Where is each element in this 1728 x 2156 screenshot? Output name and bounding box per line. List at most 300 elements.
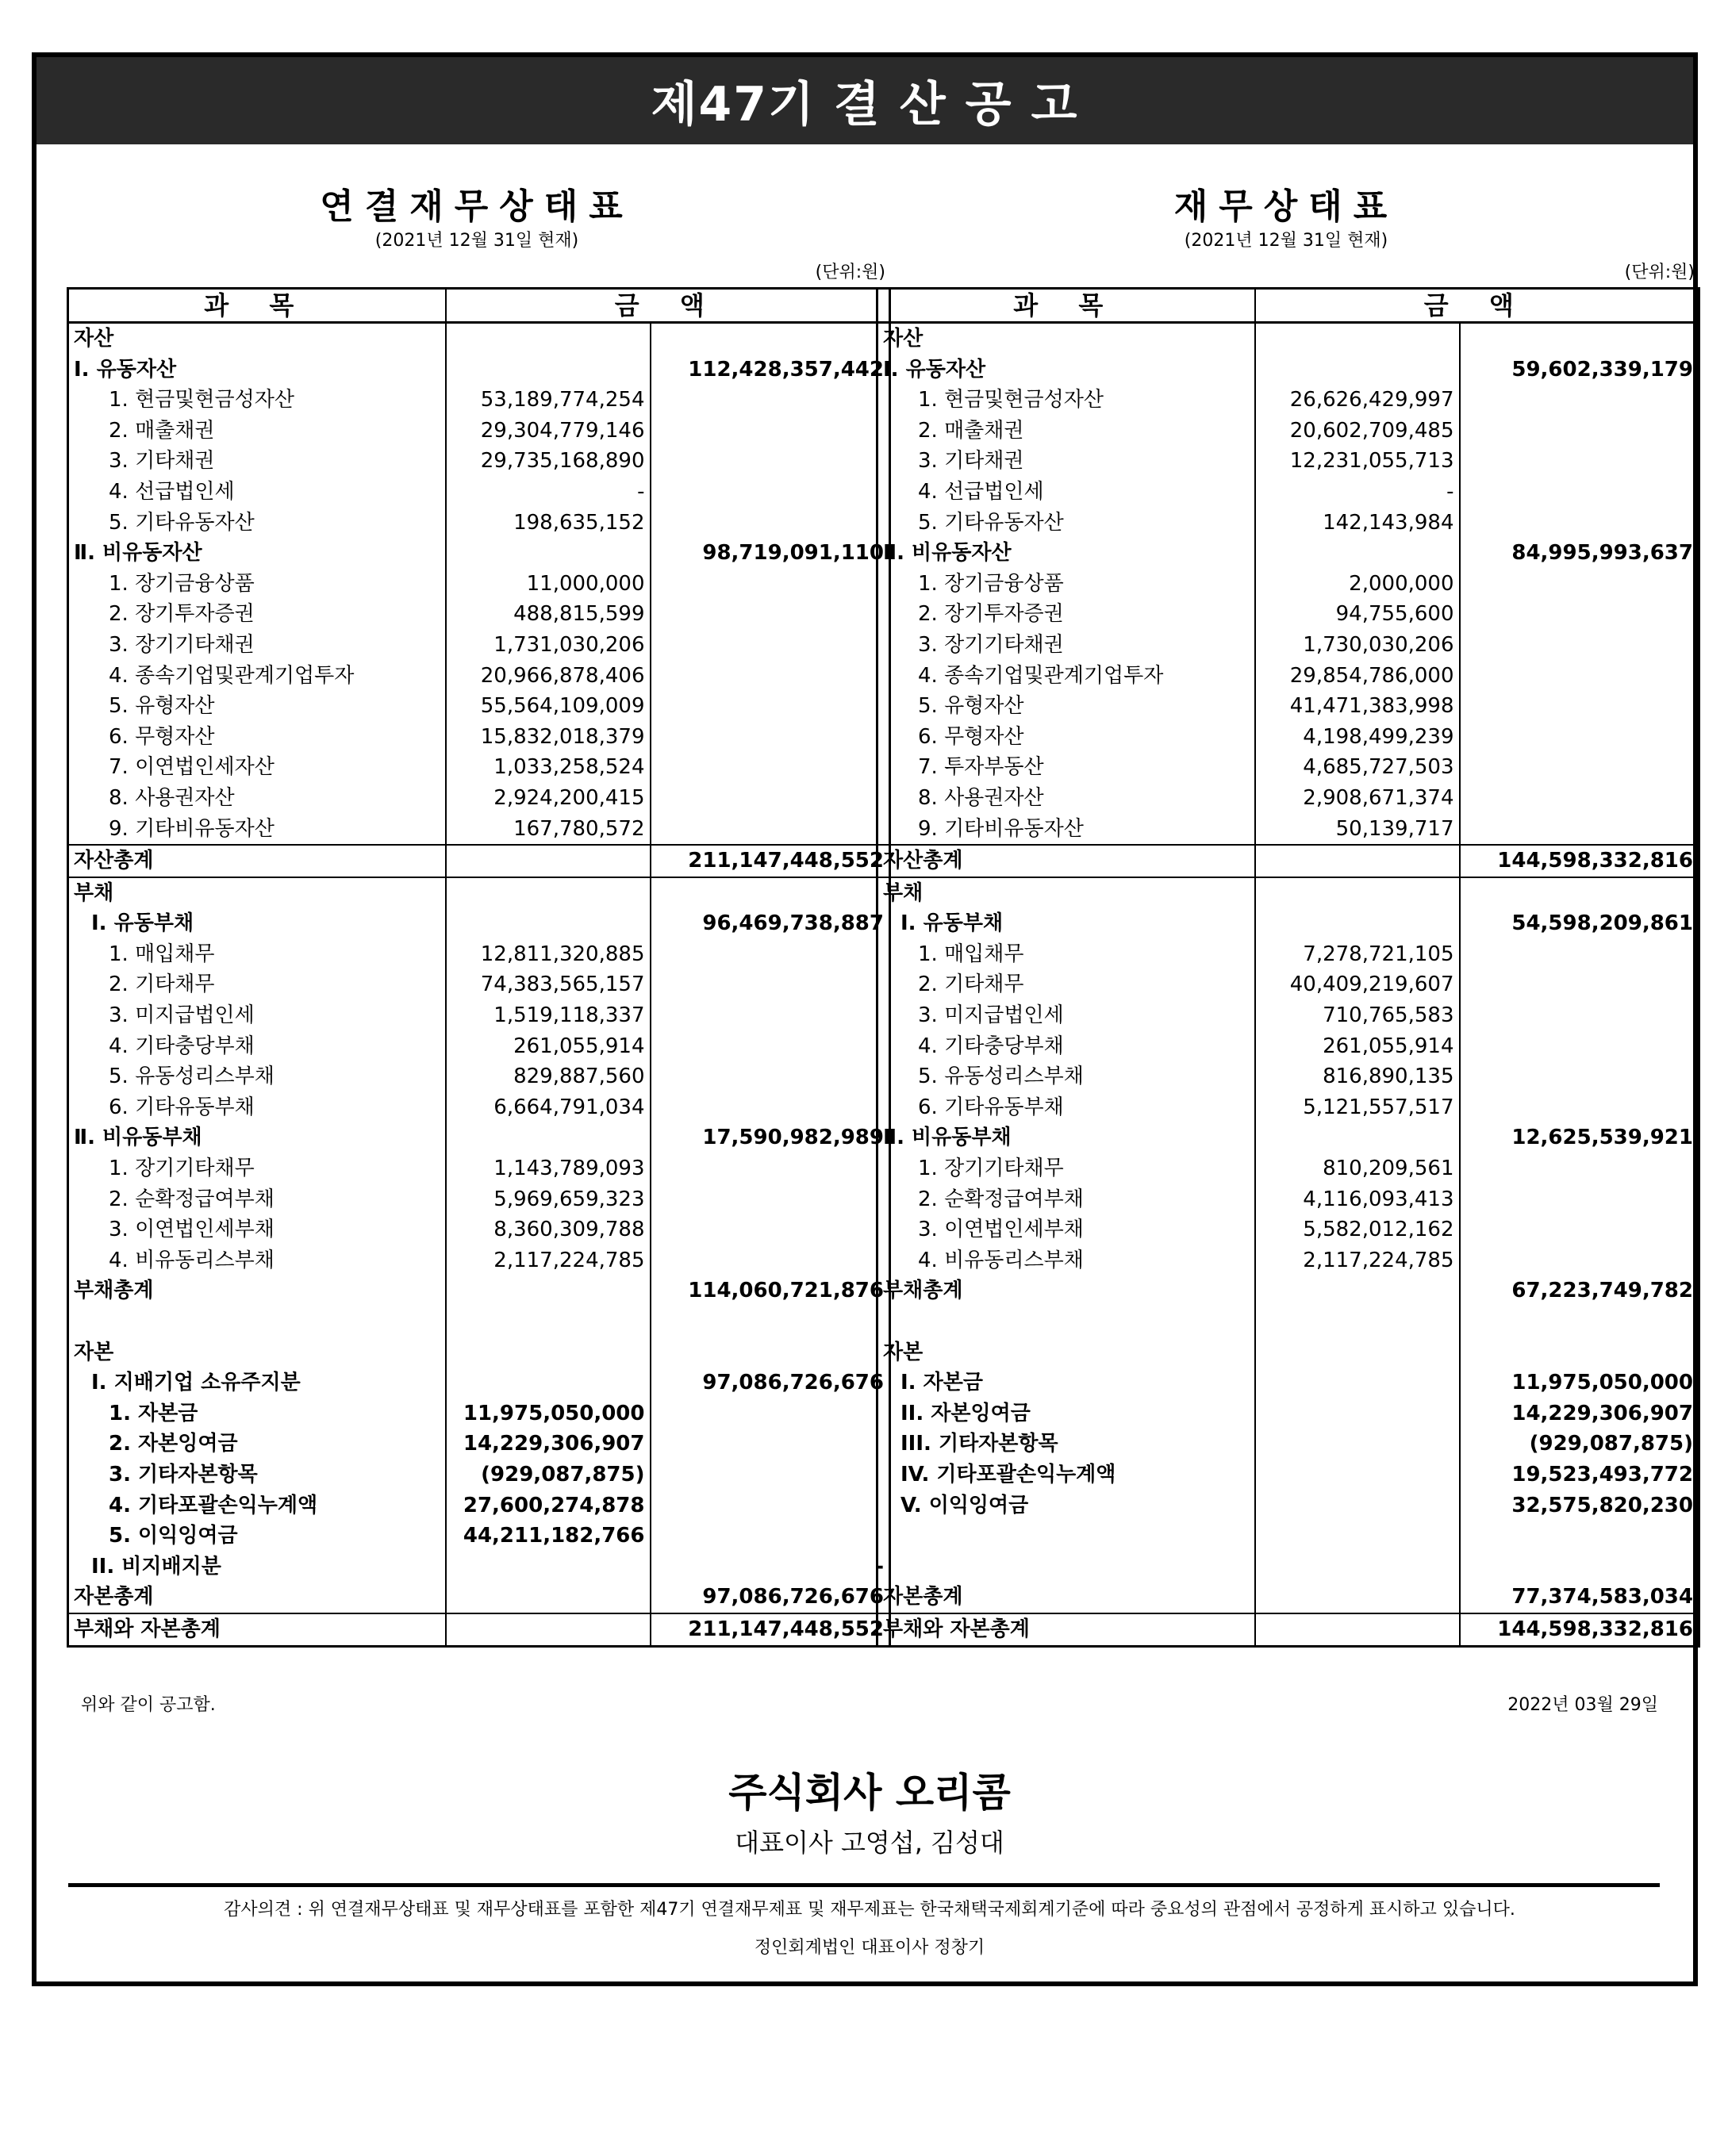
row-amount-detail: 1,519,118,337 <box>446 1000 651 1031</box>
row-amount-detail: - <box>1255 477 1460 508</box>
row-amount-total: 14,229,306,907 <box>1511 1401 1693 1425</box>
notice-text: 위와 같이 공고함. <box>81 1695 216 1715</box>
row-subject: 6. 기타유동부채 <box>877 1092 1255 1123</box>
table-row <box>877 752 1699 783</box>
table-row <box>877 1398 1699 1429</box>
row-subject: 4. 기타포괄손익누계액 <box>68 1490 446 1521</box>
row-subject: 5. 기타유동자산 <box>68 508 446 539</box>
row-amount-detail <box>446 845 651 877</box>
row-amount-total <box>1460 939 1699 970</box>
row-amount-detail: 261,055,914 <box>1255 1031 1460 1062</box>
row-subject: 자산총계 <box>68 845 446 877</box>
table-row <box>877 1460 1699 1490</box>
row-amount-total: 112,428,357,442 <box>688 357 884 382</box>
row-amount-detail: (929,087,875) <box>446 1460 651 1490</box>
row-subject: 2. 자본잉여금 <box>68 1429 446 1460</box>
table-row <box>68 1153 890 1184</box>
row-amount-total: 77,374,583,034 <box>1511 1585 1693 1609</box>
row-amount-detail: 41,471,383,998 <box>1255 691 1460 722</box>
company-name: 주식회사 오리콤 <box>728 1770 1011 1816</box>
row-subject: 3. 미지급법인세 <box>68 1000 446 1031</box>
table-row <box>68 908 890 939</box>
row-amount-total <box>651 1429 890 1460</box>
row-subject: 4. 종속기업및관계기업투자 <box>877 661 1255 692</box>
table-row <box>877 1184 1699 1215</box>
row-amount-total <box>651 752 890 783</box>
row-amount-detail <box>446 1122 651 1153</box>
row-amount-total: 12,625,539,921 <box>1511 1126 1693 1150</box>
row-amount-total <box>1460 1000 1699 1031</box>
row-amount-total <box>1460 446 1699 477</box>
row-subject: 3. 장기기타채권 <box>877 630 1255 661</box>
table-row <box>68 1276 890 1306</box>
table-row <box>877 538 1699 569</box>
row-amount-detail <box>446 877 651 909</box>
row-amount-total: 59,602,339,179 <box>1511 357 1693 382</box>
row-amount-total: 211,147,448,552 <box>651 845 890 877</box>
row-amount-detail: 20,966,878,406 <box>446 661 651 692</box>
row-amount-total <box>651 385 890 416</box>
row-amount-detail: 5,121,557,517 <box>1255 1092 1460 1123</box>
table-row <box>877 1306 1699 1337</box>
row-amount-total <box>651 446 890 477</box>
table-row <box>877 1031 1699 1062</box>
right-unit-label: (단위:원) <box>1624 263 1695 282</box>
row-subject: 2. 순확정급여부채 <box>68 1184 446 1215</box>
row-amount-total <box>1460 1337 1699 1368</box>
row-amount-detail <box>1255 538 1460 569</box>
table-row <box>877 477 1699 508</box>
header-subject: 과 목 <box>68 289 446 323</box>
table-row <box>68 569 890 600</box>
row-subject: 9. 기타비유동자산 <box>877 814 1255 846</box>
row-amount-detail: 2,000,000 <box>1255 569 1460 600</box>
row-amount-detail: 5,582,012,162 <box>1255 1214 1460 1245</box>
consolidated-balance-sheet-table <box>67 287 891 1648</box>
row-amount-total <box>1460 1552 1699 1582</box>
row-amount-total: 54,598,209,861 <box>1511 911 1693 936</box>
table-row <box>877 1122 1699 1153</box>
header-amount: 금 액 <box>446 289 890 323</box>
row-amount-detail <box>1255 1490 1460 1521</box>
row-amount-detail <box>1255 1122 1460 1153</box>
table-row <box>877 508 1699 539</box>
table-row <box>877 908 1699 939</box>
row-subject: 3. 이연법인세부채 <box>68 1214 446 1245</box>
row-amount-detail <box>1255 1306 1460 1337</box>
table-row <box>877 1337 1699 1368</box>
left-unit-label: (단위:원) <box>815 263 885 282</box>
row-amount-total <box>651 477 890 508</box>
row-amount-detail: 1,033,258,524 <box>446 752 651 783</box>
table-row <box>877 569 1699 600</box>
row-subject: 1. 장기기타채무 <box>877 1153 1255 1184</box>
row-amount-detail: 40,409,219,607 <box>1255 969 1460 1000</box>
table-row <box>68 1214 890 1245</box>
row-subject: 3. 장기기타채권 <box>68 630 446 661</box>
row-amount-total: 144,598,332,816 <box>1460 845 1699 877</box>
row-amount-detail <box>446 1613 651 1646</box>
table-row <box>68 1398 890 1429</box>
row-subject: 3. 미지급법인세 <box>877 1000 1255 1031</box>
row-amount-total <box>651 691 890 722</box>
row-amount-total: 67,223,749,782 <box>1511 1279 1693 1303</box>
table-row <box>877 599 1699 630</box>
table-row <box>877 1153 1699 1184</box>
row-amount-total <box>651 416 890 447</box>
row-amount-total <box>1460 1214 1699 1245</box>
row-amount-detail: 2,924,200,415 <box>446 783 651 814</box>
row-amount-total <box>1460 783 1699 814</box>
row-subject: I. 지배기업 소유주지분 <box>68 1368 446 1398</box>
row-amount-total <box>1460 1521 1699 1552</box>
table-row <box>877 783 1699 814</box>
table-row <box>68 877 890 909</box>
row-subject: 6. 무형자산 <box>68 722 446 753</box>
row-amount-total <box>1460 630 1699 661</box>
row-amount-detail: 6,664,791,034 <box>446 1092 651 1123</box>
row-amount-detail: 142,143,984 <box>1255 508 1460 539</box>
table-row <box>68 630 890 661</box>
row-subject: 부채 <box>877 877 1255 909</box>
table-row <box>877 722 1699 753</box>
table-row <box>877 1276 1699 1306</box>
row-subject: 4. 비유동리스부채 <box>68 1245 446 1276</box>
table-row <box>877 446 1699 477</box>
row-subject: 2. 매출채권 <box>877 416 1255 447</box>
row-subject: Ⅱ. 비유동자산 <box>877 538 1255 569</box>
right-statement-title: 재무상태표 <box>1173 186 1399 227</box>
row-subject: 3. 기타채권 <box>68 446 446 477</box>
row-amount-total <box>1460 752 1699 783</box>
row-amount-total <box>1460 477 1699 508</box>
table-row <box>877 1214 1699 1245</box>
row-amount-total <box>651 1521 890 1552</box>
row-amount-total <box>651 814 890 846</box>
row-amount-detail: - <box>446 477 651 508</box>
table-row <box>877 1061 1699 1092</box>
row-amount-detail: 710,765,583 <box>1255 1000 1460 1031</box>
row-amount-total <box>651 969 890 1000</box>
row-subject: I. 자본금 <box>877 1368 1255 1398</box>
row-amount-total <box>1460 661 1699 692</box>
table-row <box>68 1306 890 1337</box>
row-subject: 2. 기타채무 <box>877 969 1255 1000</box>
row-amount-detail <box>446 1276 651 1306</box>
row-amount-total: 98,719,091,110 <box>702 541 884 566</box>
row-amount-detail: 2,908,671,374 <box>1255 783 1460 814</box>
row-subject: 자본총계 <box>68 1582 446 1613</box>
table-row <box>68 691 890 722</box>
row-amount-detail: 816,890,135 <box>1255 1061 1460 1092</box>
table-row <box>877 691 1699 722</box>
row-amount-total <box>651 1184 890 1215</box>
balance-sheet-table <box>876 287 1700 1648</box>
row-amount-detail: 94,755,600 <box>1255 599 1460 630</box>
row-amount-detail <box>1255 908 1460 939</box>
table-row <box>877 1368 1699 1398</box>
row-amount-total <box>1460 969 1699 1000</box>
row-subject: Ⅰ. 유동부채 <box>877 908 1255 939</box>
row-amount-detail <box>1255 1337 1460 1368</box>
row-amount-detail <box>446 1368 651 1398</box>
row-subject: 부채총계 <box>877 1276 1255 1306</box>
table-row <box>68 1122 890 1153</box>
row-amount-total <box>1460 1306 1699 1337</box>
right-statement-date: (2021년 12월 31일 현재) <box>1184 231 1388 251</box>
row-amount-detail <box>446 1582 651 1613</box>
table-row <box>68 1337 890 1368</box>
row-amount-total: 97,086,726,676 <box>702 1371 884 1395</box>
table-row <box>68 1613 890 1646</box>
row-amount-total <box>1460 1153 1699 1184</box>
row-amount-detail <box>446 1306 651 1337</box>
row-amount-total: 96,469,738,887 <box>702 911 884 936</box>
row-amount-detail: 20,602,709,485 <box>1255 416 1460 447</box>
table-row <box>68 1429 890 1460</box>
row-amount-total: 11,975,050,000 <box>1511 1371 1693 1395</box>
table-row <box>68 1184 890 1215</box>
table-row <box>68 1552 890 1582</box>
row-subject: IV. 기타포괄손익누계액 <box>877 1460 1255 1490</box>
row-amount-total: 211,147,448,552 <box>651 1613 890 1646</box>
row-subject: 3. 기타채권 <box>877 446 1255 477</box>
banner-title: 제47기 결 산 공 고 <box>36 57 1693 144</box>
row-amount-total <box>1460 1061 1699 1092</box>
row-amount-total <box>651 1306 890 1337</box>
row-subject <box>877 1521 1255 1552</box>
row-amount-total <box>651 323 890 355</box>
row-subject: III. 기타자본항목 <box>877 1429 1255 1460</box>
row-amount-detail <box>446 1552 651 1582</box>
row-amount-detail: 50,139,717 <box>1255 814 1460 846</box>
row-amount-detail <box>446 323 651 355</box>
row-subject: 6. 기타유동부채 <box>68 1092 446 1123</box>
row-amount-detail: 829,887,560 <box>446 1061 651 1092</box>
row-amount-detail: 29,854,786,000 <box>1255 661 1460 692</box>
table-row <box>877 1092 1699 1123</box>
row-amount-detail: 53,189,774,254 <box>446 385 651 416</box>
table-row <box>877 1245 1699 1276</box>
row-amount-total <box>1460 1245 1699 1276</box>
row-amount-total <box>1460 722 1699 753</box>
row-amount-total <box>651 630 890 661</box>
row-amount-detail <box>1255 1613 1460 1646</box>
table-row <box>877 969 1699 1000</box>
row-subject: 부채 <box>68 877 446 909</box>
row-subject: 자본 <box>68 1337 446 1368</box>
row-amount-total <box>651 1398 890 1429</box>
row-subject: 1. 매입채무 <box>68 939 446 970</box>
row-amount-total: - <box>875 1554 884 1579</box>
row-amount-detail: 261,055,914 <box>446 1031 651 1062</box>
row-amount-detail: 4,685,727,503 <box>1255 752 1460 783</box>
table-row <box>68 508 890 539</box>
row-amount-detail: 810,209,561 <box>1255 1153 1460 1184</box>
row-amount-total: (929,087,875) <box>1529 1432 1693 1456</box>
row-subject: 1. 현금및현금성자산 <box>877 385 1255 416</box>
table-row <box>877 877 1699 909</box>
row-subject: 2. 장기투자증권 <box>68 599 446 630</box>
row-subject: 1. 현금및현금성자산 <box>68 385 446 416</box>
row-subject: 자본총계 <box>877 1582 1255 1613</box>
table-row <box>68 1092 890 1123</box>
row-subject: II. 비지배지분 <box>68 1552 446 1582</box>
row-amount-total <box>651 783 890 814</box>
row-amount-total <box>651 1061 890 1092</box>
row-subject: 5. 유동성리스부채 <box>877 1061 1255 1092</box>
row-amount-detail <box>1255 1552 1460 1582</box>
row-subject: 1. 장기금융상품 <box>877 569 1255 600</box>
row-amount-total <box>651 877 890 909</box>
row-subject: V. 이익잉여금 <box>877 1490 1255 1521</box>
row-amount-detail: 55,564,109,009 <box>446 691 651 722</box>
row-subject: I. 유동자산 <box>877 355 1255 386</box>
row-subject: 1. 자본금 <box>68 1398 446 1429</box>
row-amount-total <box>1460 1031 1699 1062</box>
table-row <box>68 1460 890 1490</box>
row-amount-detail <box>446 355 651 386</box>
row-amount-detail <box>1255 1582 1460 1613</box>
row-amount-detail <box>1255 845 1460 877</box>
row-amount-total <box>651 1153 890 1184</box>
row-amount-total <box>1460 877 1699 909</box>
table-row <box>877 661 1699 692</box>
row-amount-total <box>651 508 890 539</box>
row-subject: 5. 이익잉여금 <box>68 1521 446 1552</box>
row-subject: 9. 기타비유동자산 <box>68 814 446 846</box>
row-amount-detail: 44,211,182,766 <box>446 1521 651 1552</box>
row-amount-detail <box>1255 355 1460 386</box>
row-subject: I. 유동자산 <box>68 355 446 386</box>
row-subject: 4. 종속기업및관계기업투자 <box>68 661 446 692</box>
row-amount-total <box>1460 508 1699 539</box>
row-subject: II. 자본잉여금 <box>877 1398 1255 1429</box>
table-row <box>877 1613 1699 1646</box>
row-subject: 1. 매입채무 <box>877 939 1255 970</box>
row-amount-detail <box>1255 1521 1460 1552</box>
row-amount-detail: 198,635,152 <box>446 508 651 539</box>
row-amount-detail <box>446 538 651 569</box>
row-subject: 4. 기타충당부채 <box>68 1031 446 1062</box>
table-row <box>68 323 890 355</box>
row-amount-total <box>651 661 890 692</box>
row-amount-total: 19,523,493,772 <box>1511 1462 1693 1487</box>
table-row <box>68 969 890 1000</box>
row-subject: 5. 유형자산 <box>68 691 446 722</box>
row-subject: 2. 매출채권 <box>68 416 446 447</box>
row-subject: 7. 투자부동산 <box>877 752 1255 783</box>
row-amount-total <box>651 1490 890 1521</box>
row-subject: 4. 선급법인세 <box>877 477 1255 508</box>
row-subject: 5. 유형자산 <box>877 691 1255 722</box>
row-amount-detail: 488,815,599 <box>446 599 651 630</box>
row-subject: 5. 기타유동자산 <box>877 508 1255 539</box>
row-subject: 2. 기타채무 <box>68 969 446 1000</box>
row-subject: 8. 사용권자산 <box>877 783 1255 814</box>
row-subject: 자산 <box>68 323 446 355</box>
row-subject <box>877 1306 1255 1337</box>
row-amount-detail <box>446 908 651 939</box>
row-amount-total <box>651 569 890 600</box>
row-amount-total: 32,575,820,230 <box>1511 1493 1693 1517</box>
row-amount-detail: 8,360,309,788 <box>446 1214 651 1245</box>
row-amount-detail: 14,229,306,907 <box>446 1429 651 1460</box>
row-amount-detail: 7,278,721,105 <box>1255 939 1460 970</box>
row-amount-detail: 11,975,050,000 <box>446 1398 651 1429</box>
row-subject: Ⅱ. 비유동자산 <box>68 538 446 569</box>
table-row <box>68 446 890 477</box>
table-row <box>68 1521 890 1552</box>
row-amount-total: 97,086,726,676 <box>702 1585 884 1609</box>
row-amount-detail: 2,117,224,785 <box>1255 1245 1460 1276</box>
row-amount-total <box>651 1460 890 1490</box>
row-amount-detail: 1,143,789,093 <box>446 1153 651 1184</box>
row-amount-total: 114,060,721,876 <box>688 1279 884 1303</box>
row-amount-detail: 1,730,030,206 <box>1255 630 1460 661</box>
row-amount-detail <box>1255 877 1460 909</box>
row-subject: 1. 장기금융상품 <box>68 569 446 600</box>
left-statement-title: 연결재무상태표 <box>320 186 634 227</box>
audit-opinion: 감사의견 : 위 연결재무상태표 및 재무상태표를 포함한 제47기 연결재무제표 및 재무제표는 한국채택국제회계기준에 따라 중요성의 관점에서 공정하게 표시하고 있습니다. <box>224 1900 1515 1920</box>
table-row <box>877 939 1699 970</box>
row-amount-detail: 2,117,224,785 <box>446 1245 651 1276</box>
table-row <box>877 1552 1699 1582</box>
row-amount-total <box>651 1214 890 1245</box>
row-amount-detail: 1,731,030,206 <box>446 630 651 661</box>
row-amount-detail: 29,304,779,146 <box>446 416 651 447</box>
row-amount-detail: 27,600,274,878 <box>446 1490 651 1521</box>
row-subject: 4. 선급법인세 <box>68 477 446 508</box>
table-row <box>68 416 890 447</box>
row-amount-detail: 74,383,565,157 <box>446 969 651 1000</box>
row-subject: 5. 유동성리스부채 <box>68 1061 446 1092</box>
table-row <box>877 630 1699 661</box>
row-amount-detail <box>446 1337 651 1368</box>
notice-date: 2022년 03월 29일 <box>1507 1695 1658 1715</box>
row-amount-detail: 11,000,000 <box>446 569 651 600</box>
row-amount-total <box>1460 691 1699 722</box>
row-amount-total <box>651 1337 890 1368</box>
row-subject <box>877 1552 1255 1582</box>
row-amount-detail <box>1255 1276 1460 1306</box>
row-amount-total: 144,598,332,816 <box>1460 1613 1699 1646</box>
table-row <box>68 845 890 877</box>
table-row <box>68 783 890 814</box>
table-row <box>68 1368 890 1398</box>
table-row <box>68 538 890 569</box>
row-amount-total <box>651 1092 890 1123</box>
row-subject: 4. 기타충당부채 <box>877 1031 1255 1062</box>
table-row <box>68 939 890 970</box>
row-amount-total <box>1460 323 1699 355</box>
row-amount-total: 84,995,993,637 <box>1511 541 1693 566</box>
table-row <box>68 661 890 692</box>
row-amount-detail: 12,231,055,713 <box>1255 446 1460 477</box>
row-subject: Ⅱ. 비유동부채 <box>877 1122 1255 1153</box>
table-row <box>68 1582 890 1613</box>
row-amount-detail: 167,780,572 <box>446 814 651 846</box>
table-row <box>877 1521 1699 1552</box>
row-subject: 8. 사용권자산 <box>68 783 446 814</box>
row-subject: 2. 순확정급여부채 <box>877 1184 1255 1215</box>
row-amount-total <box>1460 385 1699 416</box>
left-statement-date: (2021년 12월 31일 현재) <box>374 231 579 251</box>
header-amount: 금 액 <box>1255 289 1699 323</box>
row-subject: 부채총계 <box>68 1276 446 1306</box>
table-row <box>877 845 1699 877</box>
table-row <box>68 1061 890 1092</box>
